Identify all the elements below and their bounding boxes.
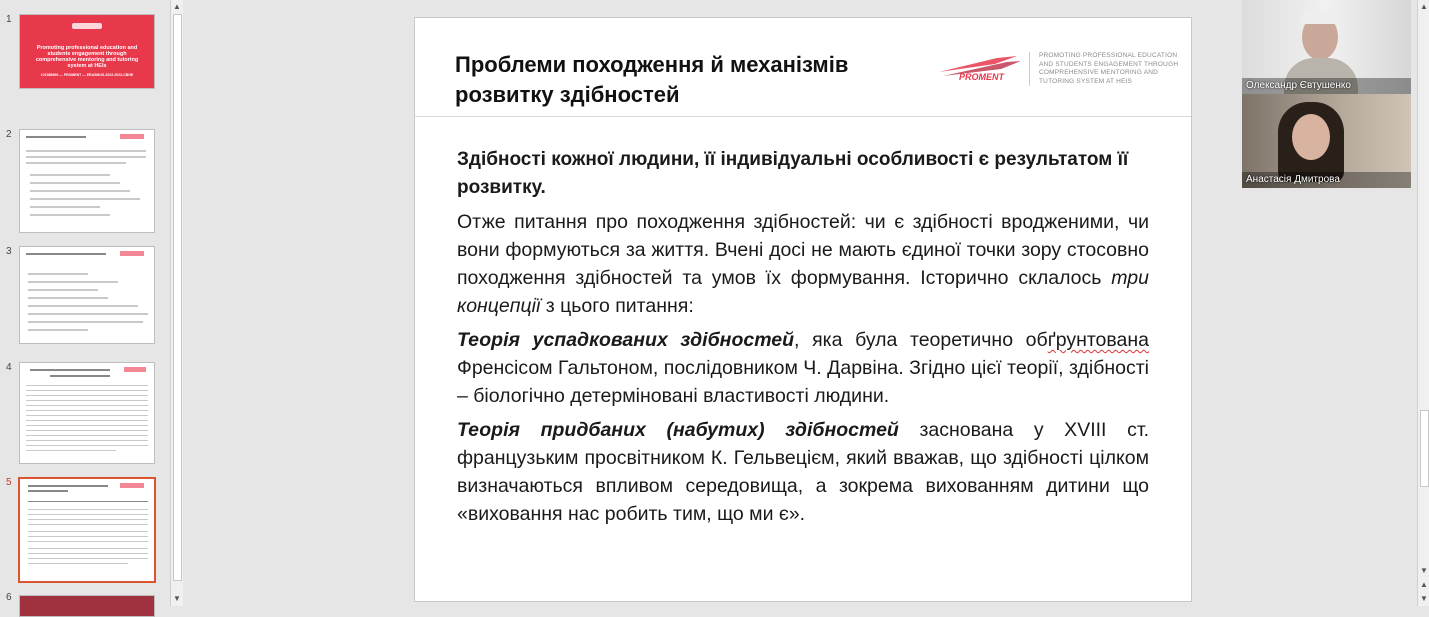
slide-body-text[interactable] xyxy=(457,146,1149,534)
thumbnail-scrollbar[interactable] xyxy=(170,0,184,606)
thumbnail-preview[interactable] xyxy=(19,246,155,344)
text-run: заснована у XVIII ст. французьким просвітником К. Гельвецієм, який вважав, що здібності цілком визначаються впливом середовища, а зокрема вихованням дитини що «виховання нас робить тим, що ми є». xyxy=(457,419,1150,525)
proment-logo-icon xyxy=(124,367,146,372)
lead-paragraph[interactable]: Здібності кожної людини, її індивідуальні особливості є результатом її розвитку. xyxy=(457,149,1129,198)
text-run: Отже питання про походження здібностей: чи є здібності вродженими, чи вони формуються за життя. Вчені досі не мають єдиної точки зору стосовно походження здібностей та умов їх формування. Історично склалось xyxy=(457,211,1149,289)
slide-scrollbar[interactable] xyxy=(1417,0,1429,606)
paragraph-acquired-theory[interactable] xyxy=(457,416,1149,528)
slide-canvas[interactable] xyxy=(414,17,1192,602)
logo-text: PROMENT xyxy=(959,72,1004,82)
thumbnail-preview-active[interactable] xyxy=(18,477,156,583)
slide-title[interactable]: Проблеми походження й механізмів розвитку здібностей xyxy=(455,52,849,107)
participant-name: Олександр Євтушенко xyxy=(1246,80,1351,91)
scroll-up-icon[interactable]: ▲ xyxy=(1420,2,1428,11)
participant-video-tile[interactable] xyxy=(1242,94,1411,188)
participant-hair xyxy=(1300,10,1340,24)
thumbnail-preview[interactable] xyxy=(19,595,155,617)
logo-divider xyxy=(1029,52,1030,86)
thumbnail-number: 6 xyxy=(6,592,12,603)
scrollbar-thumb[interactable] xyxy=(173,14,182,581)
paragraph-inherited-theory[interactable] xyxy=(457,326,1149,410)
header-divider xyxy=(415,116,1191,117)
paragraph-origin-question[interactable] xyxy=(457,208,1149,320)
proment-logo-icon xyxy=(120,483,144,488)
scroll-down-icon[interactable]: ▼ xyxy=(173,594,181,603)
thumbnail-preview[interactable] xyxy=(19,14,155,89)
text-run-bold-italic: Теорія придбаних (набутих) здібностей xyxy=(457,419,899,441)
next-slide-icon[interactable]: ▼ xyxy=(1420,594,1428,603)
participant-video-tile[interactable] xyxy=(1242,0,1411,94)
scroll-down-icon[interactable]: ▼ xyxy=(1420,566,1428,575)
text-run-italic: три концепції xyxy=(457,267,1149,317)
participant-face xyxy=(1292,114,1330,160)
proment-logo-icon xyxy=(120,251,144,256)
proment-logo xyxy=(937,54,1023,84)
thumbnail-title: Promoting professional education and students engagement through comprehensive mentoring and tutoring system at HEIs xyxy=(35,45,139,69)
proment-logo-icon xyxy=(937,54,1023,84)
thumbnail-footer: 101085999 — PROMENT — ERASMUS-2022-2022-CBHE xyxy=(40,73,134,77)
text-run: Френсісом Гальтоном, послідовником Ч. Дарвіна. Згідно цієї теорії, здібності – біологічно детерміновані властивості людини. xyxy=(457,357,1149,407)
thumbnail-preview[interactable] xyxy=(19,362,155,464)
prev-slide-icon[interactable]: ▲ xyxy=(1420,580,1428,589)
participant-name: Анастасія Дмитрова xyxy=(1246,174,1340,185)
thumbnail-number: 5 xyxy=(6,477,12,488)
slide-thumbnail-pane xyxy=(0,0,170,606)
thumbnail-number: 4 xyxy=(6,362,12,373)
thumbnail-number: 3 xyxy=(6,246,12,257)
text-run: з цього питання: xyxy=(540,295,694,317)
text-run-bold-italic: Теорія успадкованих здібностей xyxy=(457,329,795,351)
scrollbar-thumb[interactable] xyxy=(1420,410,1429,487)
scroll-up-icon[interactable]: ▲ xyxy=(173,2,181,11)
text-run: , яка була теоретично об xyxy=(794,329,1048,351)
proment-logo-icon xyxy=(72,23,102,29)
logo-tagline: PROMOTING PROFESSIONAL EDUCATION AND STUDENTS ENGAGEMENT THROUGH COMPREHENSIVE MENTORING AND TUTORING SYSTEM AT HEIS xyxy=(1039,52,1179,85)
thumbnail-preview[interactable] xyxy=(19,129,155,233)
proment-logo-icon xyxy=(120,134,144,139)
thumbnail-number: 2 xyxy=(6,129,12,140)
spellcheck-word: ґрунтована xyxy=(1047,329,1150,351)
thumbnail-number: 1 xyxy=(6,14,12,25)
